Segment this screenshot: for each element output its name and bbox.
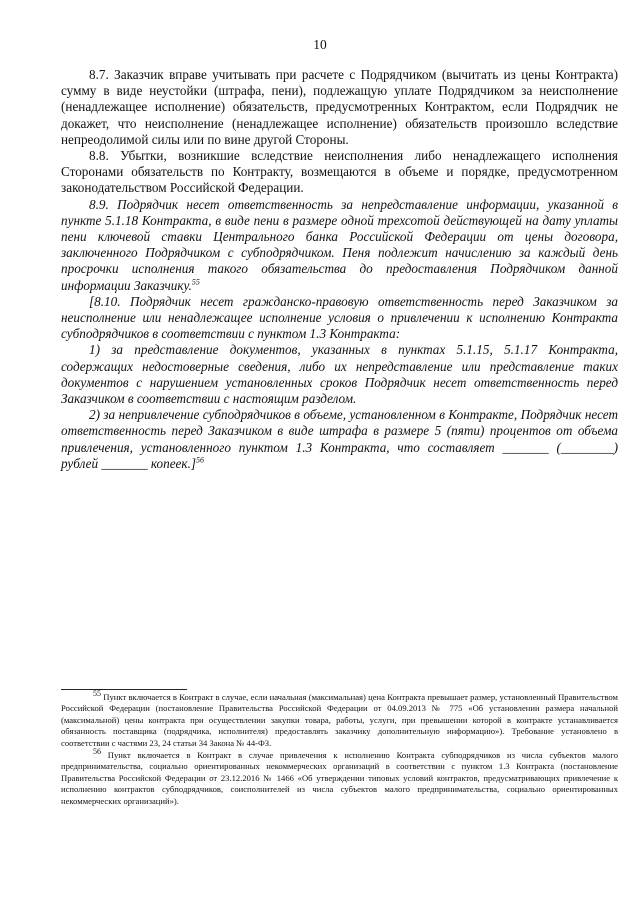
- paragraph-8-10-item-2: 2) за непривлечение субподрядчиков в объеме, установленном в Контракте, Подрядчик несет ответственность перед Заказчиком в виде штрафа в размере 5 (пяти) процентов от объема привлечения, установленного пунктом 1.3 Контракта, что составляет _______ (________) рублей _______ копеек.]$^{56}$: [61, 407, 618, 471]
- footnote-mark-56: 56: [93, 747, 101, 757]
- footnotes: [61, 689, 618, 808]
- paragraph-8-9: 8.9. Подрядчик несет ответственность за непредставление информации, указанной в пункте 5.1.18 Контракта, в виде пени в размере одной трехсотой действующей на дату уплаты пени ключевой ставки Центрального банка Российской Федерации от цены договора, заключенного Подрядчиком с субподрядчиком. Пеня подлежит начислению за каждый день просрочки исполнения такого обязательства до предоставления Подрядчиком данной информации Заказчику.$^{55}$: [61, 196, 618, 293]
- footnote-mark-55: 55: [93, 689, 101, 699]
- footnote-ref-56[interactable]: 56: [196, 455, 205, 465]
- footnote-ref-55[interactable]: 55: [191, 277, 200, 287]
- document-body: [61, 67, 618, 472]
- paragraph-8-10: [8.10. Подрядчик несет гражданско-правовую ответственность перед Заказчиком за неисполнение или ненадлежащее исполнение условия о привлечении к исполнению Контракта субподрядчиков в соответствии с пунктом 1.3 Контракта:: [61, 293, 618, 342]
- paragraph-8-10-item-1: 1) за представление документов, указанных в пунктах 5.1.15, 5.1.17 Контракта, содержащих недостоверные сведения, либо их непредставление или представление таких документов с нарушением установленных сроков Подрядчик несет ответственность перед Заказчиком в соответствии с настоящим разделом.: [61, 342, 618, 407]
- footnote-55: $^{55}$ Пункт включается в Контракт в случае, если начальная (максимальная) цена Контракта превышает размер, установленный Правительством Российской Федерации (постановление Правительства Российской Федерации от 04.09.2013 № 775 «Об установлении размера начальной (максимальной) цены контракта при осуществлении закупки товара, работы, услуги, при превышении которой в контракте устанавливается обязанность поставщика (подрядчика, исполнителя) предоставлять заказчику дополнительную информацию»). Требование установлено в соответствии с частями 23, 24 статьи 34 Закона № 44-ФЗ.: [61, 689, 618, 748]
- footnote-separator: [61, 689, 187, 690]
- page-number: 10: [313, 37, 327, 52]
- paragraph-8-8: 8.8. Убытки, возникшие вследствие неисполнения либо ненадлежащего исполнения Сторонами обязательств по Контракту, возмещаются в объеме и порядке, предусмотренном законодательством Российской Федерации.: [61, 148, 618, 196]
- paragraph-8-7: 8.7. Заказчик вправе учитывать при расчете с Подрядчиком (вычитать из цены Контракта) сумму в виде неустойки (штрафа, пени), подлежащую уплате Подрядчиком за неисполнение (ненадлежащее исполнение) обязательств, предусмотренных Контрактом, если Подрядчик не докажет, что неисполнение (ненадлежащее исполнение) обязательств произошло вследствие непреодолимой силы или по вине другой Стороны.: [61, 67, 618, 147]
- footnote-56: $^{56}$ Пункт включается в Контракт в случае привлечения к исполнению Контракта субподрядчиков из числа субъектов малого предпринимательства, социально ориентированных некоммерческих организаций в соответствии с пунктом 1.3 Контракта (постановление Правительства Российской Федерации от 23.12.2016 № 1466 «Об утверждении типовых условий контрактов, предусматривающих привлечение к исполнению контрактов субподрядчиков, соисполнителей из числа субъектов малого предпринимательства, социально ориентированных некоммерческих организаций»).: [61, 747, 618, 806]
